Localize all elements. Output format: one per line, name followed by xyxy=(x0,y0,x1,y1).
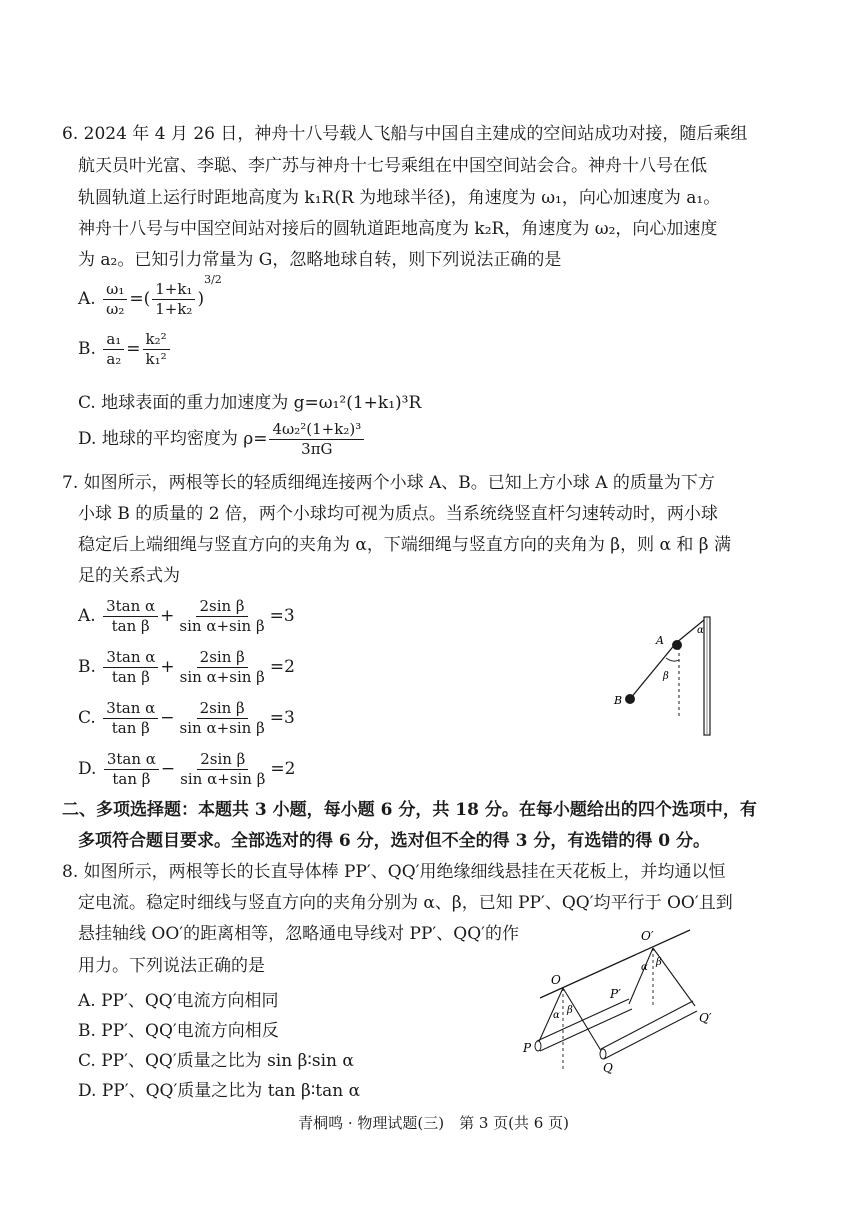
option-label: C. xyxy=(78,708,96,728)
label-alpha: α xyxy=(697,625,704,636)
operator: + xyxy=(160,606,175,626)
label-beta: β xyxy=(663,671,669,682)
operator: − xyxy=(160,759,176,779)
numerator: 1+k₁ xyxy=(152,280,195,300)
numerator: 2sin β xyxy=(197,699,248,719)
q8-stem-line-1: 8. 如图所示，两根等长的长直导体棒 PP′、QQ′用绝缘细线悬挂在天花板上，并均通以恒 xyxy=(62,862,726,882)
denominator: sin α+sin β xyxy=(179,668,265,686)
label-beta-left: β xyxy=(567,1005,573,1016)
q8-option-a: A. PP′、QQ′电流方向相同 xyxy=(78,991,279,1011)
q7-option-b xyxy=(78,648,295,687)
option-label: A. xyxy=(78,289,96,309)
numerator: 2sin β xyxy=(197,750,248,770)
denominator: tan β xyxy=(111,719,150,737)
q7-stem-line-3: 稳定后上端细绳与竖直方向的夹角为 α，下端细绳与竖直方向的夹角为 β，则 α 和 β 满 xyxy=(78,535,732,555)
rhs: =2 xyxy=(269,657,295,677)
equals: =( xyxy=(129,289,151,309)
denominator: tan β xyxy=(112,770,151,788)
q7-stem-line-1: 7. 如图所示，两根等长的轻质细绳连接两个小球 A、B。已知上方小球 A 的质量为下方 xyxy=(62,473,715,493)
operator: + xyxy=(160,657,175,677)
label-beta-right: β xyxy=(656,957,662,968)
fraction xyxy=(103,330,124,369)
q8-stem-line-4: 用力。下列说法正确的是 xyxy=(78,956,265,976)
q6-stem-line-2: 航天员叶光富、李聪、李广苏与神舟十七号乘组在中国空间站会合。神舟十八号在低 xyxy=(78,156,707,176)
q8-option-b: B. PP′、QQ′电流方向相反 xyxy=(78,1021,279,1041)
rod-qq2 xyxy=(600,1001,697,1059)
fraction xyxy=(177,648,268,687)
numerator: 3tan α xyxy=(103,699,158,719)
label-o: O xyxy=(551,973,561,987)
denominator: sin α+sin β xyxy=(180,770,266,788)
ball-a xyxy=(672,640,682,650)
q8-stem-line-2: 定电流。稳定时细线与竖直方向的夹角分别为 α、β，已知 PP′、QQ′均平行于 OO′且到 xyxy=(78,893,733,913)
q6-option-d xyxy=(78,420,366,459)
close-paren: ) xyxy=(197,289,205,309)
q6-stem-line-1: 6. 2024 年 4 月 26 日，神舟十八号载人飞船与中国自主建成的空间站成功对接，随后乘组 xyxy=(62,124,748,144)
fraction xyxy=(177,699,268,738)
rhs: =3 xyxy=(269,606,295,626)
label-b: B xyxy=(614,694,623,707)
denominator: ω₂ xyxy=(106,300,125,318)
thread-o-q xyxy=(563,988,603,1054)
option-label: B. xyxy=(78,657,96,677)
q8-figure xyxy=(515,920,730,1080)
numerator: 2sin β xyxy=(197,648,248,668)
operator: − xyxy=(160,708,175,728)
q8-option-c: C. PP′、QQ′质量之比为 sin β∶sin α xyxy=(78,1051,354,1071)
q7-stem-line-2: 小球 B 的质量的 2 倍，两个小球均可视为质点。当系统绕竖直杆匀速转动时，两小球 xyxy=(78,504,718,524)
q7-option-a xyxy=(78,597,295,636)
rhs: =2 xyxy=(270,759,296,779)
q7-option-d xyxy=(78,750,295,789)
fraction xyxy=(103,699,158,738)
q8-stem-line-3: 悬挂轴线 OO′的距离相等，忽略通电导线对 PP′、QQ′的作 xyxy=(78,924,520,944)
numerator: 2sin β xyxy=(196,597,247,617)
option-label: D. xyxy=(78,759,97,779)
rhs: =3 xyxy=(269,708,295,728)
denominator: a₂ xyxy=(106,350,122,368)
fraction xyxy=(103,648,158,687)
fraction xyxy=(103,280,127,319)
denominator: k₁² xyxy=(145,350,167,368)
option-label: A. xyxy=(78,606,96,626)
section-2-heading-line-2: 多项符合题目要求。全部选对的得 6 分，选对但不全的得 3 分，有选错的得 0 分。 xyxy=(78,831,710,851)
q6-option-a xyxy=(78,273,222,319)
q7-stem-line-4: 足的关系式为 xyxy=(78,566,180,586)
label-alpha-right: α xyxy=(641,962,648,973)
fraction xyxy=(104,750,159,789)
denominator: tan β xyxy=(111,668,150,686)
numerator: k₂² xyxy=(143,330,170,350)
numerator: 3tan α xyxy=(103,648,158,668)
q7-figure xyxy=(600,615,730,740)
label-o-prime: O′ xyxy=(641,929,654,943)
label-p-prime: P′ xyxy=(610,987,621,1001)
q6-option-b xyxy=(78,330,172,369)
label-a: A xyxy=(656,634,664,647)
label-p: P xyxy=(523,1041,532,1055)
exponent: 3/2 xyxy=(204,273,222,287)
option-text: D. 地球的平均密度为 ρ= xyxy=(78,429,268,449)
q6-stem-line-3: 轨圆轨道上运行时距地高度为 k₁R(R 为地球半径)，角速度为 ω₁，向心加速度为 a₁。 xyxy=(78,188,721,208)
q7-option-c xyxy=(78,699,295,738)
label-alpha-left: α xyxy=(553,1010,560,1021)
numerator: 3tan α xyxy=(103,597,158,617)
ball-b xyxy=(625,694,635,704)
denominator: 3πG xyxy=(301,440,333,458)
fraction xyxy=(152,280,195,319)
fraction xyxy=(143,330,170,369)
fraction xyxy=(176,597,267,636)
q6-stem-line-5: 为 a₂。已知引力常量为 G，忽略地球自转，则下列说法正确的是 xyxy=(78,250,562,270)
denominator: sin α+sin β xyxy=(179,617,265,635)
denominator: tan β xyxy=(111,617,150,635)
page-footer: 青桐鸣 · 物理试题(三) 第 3 页(共 6 页) xyxy=(298,1114,569,1132)
label-q: Q xyxy=(603,1061,613,1075)
numerator: ω₁ xyxy=(103,280,127,300)
rod-pp2 xyxy=(535,999,632,1051)
beta-arc xyxy=(666,658,679,661)
numerator: a₁ xyxy=(103,330,124,350)
section-2-heading-line-1: 二、多项选择题：本题共 3 小题，每小题 6 分，共 18 分。在每小题给出的四个选项中，有 xyxy=(62,800,757,820)
option-label: B. xyxy=(78,339,96,359)
q6-option-c: C. 地球表面的重力加速度为 g=ω₁²(1+k₁)³R xyxy=(78,393,422,413)
fraction xyxy=(177,750,268,789)
denominator: 1+k₂ xyxy=(155,300,193,318)
denominator: sin α+sin β xyxy=(179,719,265,737)
q6-stem-line-4: 神舟十八号与中国空间站对接后的圆轨道距地高度为 k₂R，角速度为 ω₂，向心加速度 xyxy=(78,219,718,239)
label-q-prime: Q′ xyxy=(699,1011,712,1025)
fraction xyxy=(103,597,158,636)
lower-rope xyxy=(630,643,676,699)
equals: = xyxy=(126,339,141,359)
q8-option-d: D. PP′、QQ′质量之比为 tan β∶tan α xyxy=(78,1081,361,1101)
numerator: 4ω₂²(1+k₂)³ xyxy=(269,420,364,440)
fraction xyxy=(269,420,364,459)
numerator: 3tan α xyxy=(104,750,159,770)
